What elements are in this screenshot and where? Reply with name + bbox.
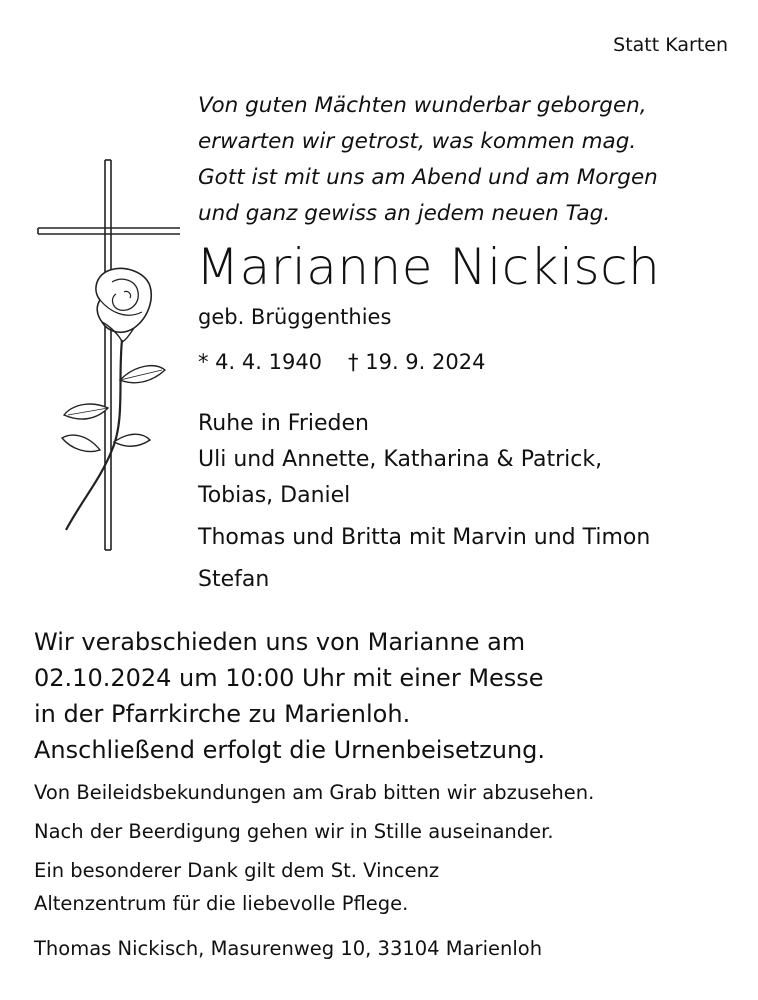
poem-line: erwarten wir getrost, was kommen mag. [198, 129, 637, 154]
mourner-line: Thomas und Britta mit Marvin und Timon [198, 525, 651, 550]
service-line: Wir verabschieden uns von Marianne am [34, 628, 526, 656]
poem-line: Gott ist mit uns am Abend und am Morgen [198, 165, 658, 190]
poem-line: und ganz gewiss an jedem neuen Tag. [198, 201, 611, 226]
life-dates [198, 350, 485, 374]
service-line: in der Pfarrkirche zu Marienloh. [34, 700, 411, 728]
mourner-line: Tobias, Daniel [198, 483, 351, 508]
mourner-line: Stefan [198, 567, 270, 592]
mourners-block [198, 406, 650, 598]
birth-date: * 4. 4. 1940 [198, 350, 323, 374]
service-line: 02.10.2024 um 10:00 Uhr mit einer Messe [34, 664, 544, 692]
deceased-name: Marianne Nickisch [196, 238, 661, 296]
cross-with-rose-icon [30, 150, 180, 570]
thanks-note-line: Ein besonderer Dank gilt dem St. Vincenz [34, 859, 440, 882]
contact-address: Thomas Nickisch, Masurenweg 10, 33104 Marienloh [34, 937, 543, 960]
notes [34, 776, 594, 920]
service-line: Anschließend erfolgt die Urnenbeisetzung. [34, 736, 546, 764]
header-statt-karten: Statt Karten [613, 34, 728, 56]
birth-name: geb. Brüggenthies [198, 305, 392, 329]
service-info [34, 624, 545, 768]
rest-in-peace: Ruhe in Frieden [198, 411, 369, 436]
poem [198, 88, 658, 232]
after-funeral-note: Nach der Beerdigung gehen wir in Stille auseinander. [34, 820, 554, 843]
condolence-note: Von Beileidsbekundungen am Grab bitten wir abzusehen. [34, 781, 595, 804]
thanks-note-line: Altenzentrum für die liebevolle Pflege. [34, 892, 409, 915]
death-date: † 19. 9. 2024 [348, 350, 486, 374]
mourner-line: Uli und Annette, Katharina & Patrick, [198, 447, 603, 472]
poem-line: Von guten Mächten wunderbar geborgen, [198, 93, 647, 118]
